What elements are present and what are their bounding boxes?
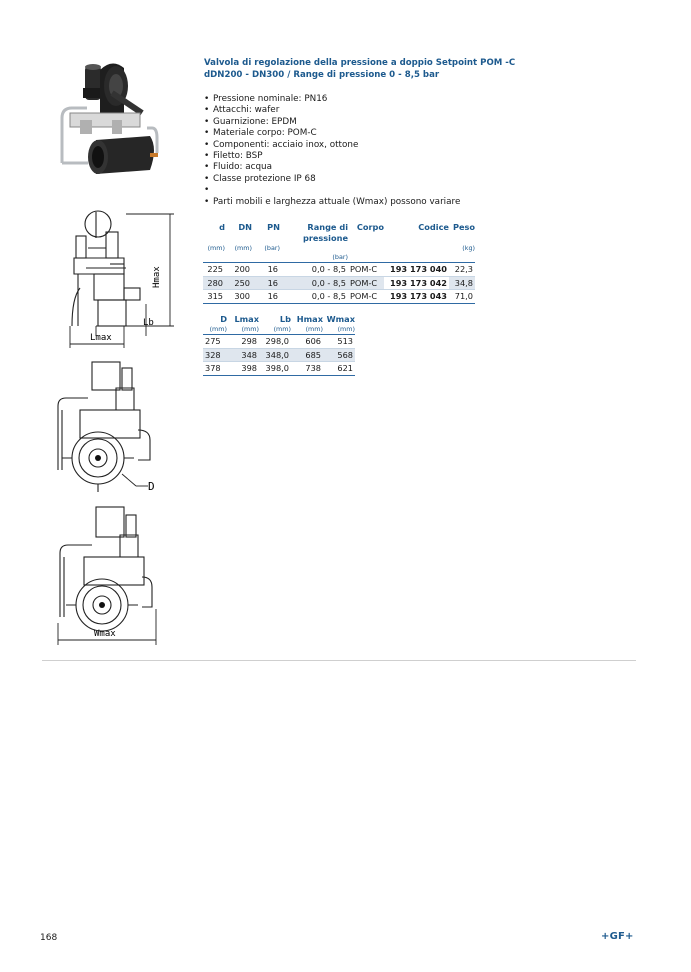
unit-lb: (mm) (259, 325, 291, 335)
feature-item: • Materiale corpo: POM-C (204, 128, 460, 139)
spec-table-codes (203, 222, 475, 304)
col-range-line1: Range di (307, 222, 348, 232)
col-lmax: Lmax (234, 314, 259, 324)
col-range (280, 222, 348, 244)
cell-D: 328 (203, 348, 227, 362)
feature-item: • Fluido: acqua (204, 162, 460, 173)
gf-logo: +GF+ (601, 931, 634, 942)
cell-range: 0,0 - 8,5 (311, 264, 346, 274)
cell-dn: 300 (234, 291, 250, 301)
feature-item: • Guarnizione: EPDM (204, 117, 460, 128)
feature-item: • Classe protezione IP 68 (204, 174, 460, 185)
col-D: D (220, 314, 227, 324)
cell-D: 378 (205, 363, 221, 373)
product-title-line2: dDN200 - DN300 / Range di pressione 0 - 8,5 bar (204, 70, 440, 80)
cell-dn: 250 (225, 276, 252, 290)
front-view-drawing (52, 360, 162, 495)
cell-hmax: 738 (305, 363, 321, 373)
col-codice: Codice (418, 222, 449, 232)
cell-corpo: POM-C (350, 291, 378, 301)
unit-peso: (kg) (462, 244, 475, 252)
cell-hmax: 606 (305, 336, 321, 346)
cell-range: 0,0 - 8,5 (280, 276, 348, 290)
product-title (204, 57, 534, 81)
table-row (203, 335, 355, 349)
cell-dn: 200 (234, 264, 250, 274)
unit-hmax: (mm) (291, 325, 323, 335)
cell-hmax: 685 (291, 348, 323, 362)
cell-D: 275 (205, 336, 221, 346)
col-d: d (219, 222, 225, 232)
product-photo (52, 58, 164, 188)
lb-label: Lb (143, 318, 154, 328)
page-number: 168 (40, 933, 58, 943)
cell-lmax: 398 (241, 363, 257, 373)
cell-pn: 16 (267, 291, 278, 301)
side-view-drawing (66, 208, 196, 348)
table-row (203, 263, 475, 277)
unit-D: (mm) (203, 325, 227, 335)
cell-codice: 193 173 043 (390, 291, 447, 301)
cell-lb: 298,0 (265, 336, 289, 346)
cell-d: 225 (207, 264, 223, 274)
cell-d: 280 (203, 276, 225, 290)
cell-d: 315 (207, 291, 223, 301)
feature-item: • Filetto: BSP (204, 151, 460, 162)
hmax-label: Hmax (152, 266, 162, 288)
unit-range: (bar) (280, 253, 348, 263)
feature-item: • Attacchi: wafer (204, 105, 460, 116)
feature-item (204, 185, 460, 196)
col-hmax: Hmax (296, 314, 323, 324)
cell-lb: 398,0 (265, 363, 289, 373)
col-peso: Peso (452, 222, 475, 232)
cell-codice: 193 173 042 (384, 276, 449, 290)
table-row (203, 348, 355, 362)
unit-lmax: (mm) (227, 325, 259, 335)
cell-peso: 34,8 (449, 276, 475, 290)
col-range-line2: pressione (302, 233, 348, 243)
col-corpo: Corpo (356, 222, 384, 232)
cell-lmax: 298 (241, 336, 257, 346)
cell-pn: 16 (267, 264, 278, 274)
col-dn: DN (238, 222, 252, 232)
unit-dn: (mm) (234, 244, 252, 252)
cell-codice: 193 173 040 (390, 264, 447, 274)
unit-pn: (bar) (264, 244, 280, 252)
cell-wmax: 513 (337, 336, 353, 346)
col-wmax: Wmax (326, 314, 355, 324)
wmax-label: Wmax (94, 629, 116, 639)
table-row (203, 276, 475, 290)
unit-d: (mm) (207, 244, 225, 252)
feature-item: • Componenti: acciaio inox, ottone (204, 140, 460, 151)
footer-divider (42, 660, 636, 661)
table-row (203, 362, 355, 376)
cell-peso: 22,3 (454, 264, 473, 274)
feature-item: • Parti mobili e larghezza attuale (Wmax) possono variare (204, 197, 460, 208)
width-view-drawing (52, 505, 164, 645)
cell-peso: 71,0 (454, 291, 473, 301)
unit-wmax: (mm) (323, 325, 355, 335)
product-title-line1: Valvola di regolazione della pressione a doppio Setpoint POM -C (204, 58, 516, 68)
cell-lmax: 348 (227, 348, 259, 362)
table-row (203, 290, 475, 304)
cell-wmax: 621 (337, 363, 353, 373)
cell-pn: 16 (252, 276, 280, 290)
cell-corpo: POM-C (350, 264, 378, 274)
feature-list (204, 94, 460, 208)
d-label: D (148, 480, 155, 493)
feature-item: • Pressione nominale: PN16 (204, 94, 460, 105)
spec-table-dimensions (203, 314, 355, 376)
cell-wmax: 568 (323, 348, 355, 362)
cell-range: 0,0 - 8,5 (311, 291, 346, 301)
cell-lb: 348,0 (259, 348, 291, 362)
col-pn: PN (267, 222, 280, 232)
lmax-label: Lmax (90, 333, 112, 343)
col-lb: Lb (279, 314, 291, 324)
cell-corpo: POM-C (348, 276, 384, 290)
